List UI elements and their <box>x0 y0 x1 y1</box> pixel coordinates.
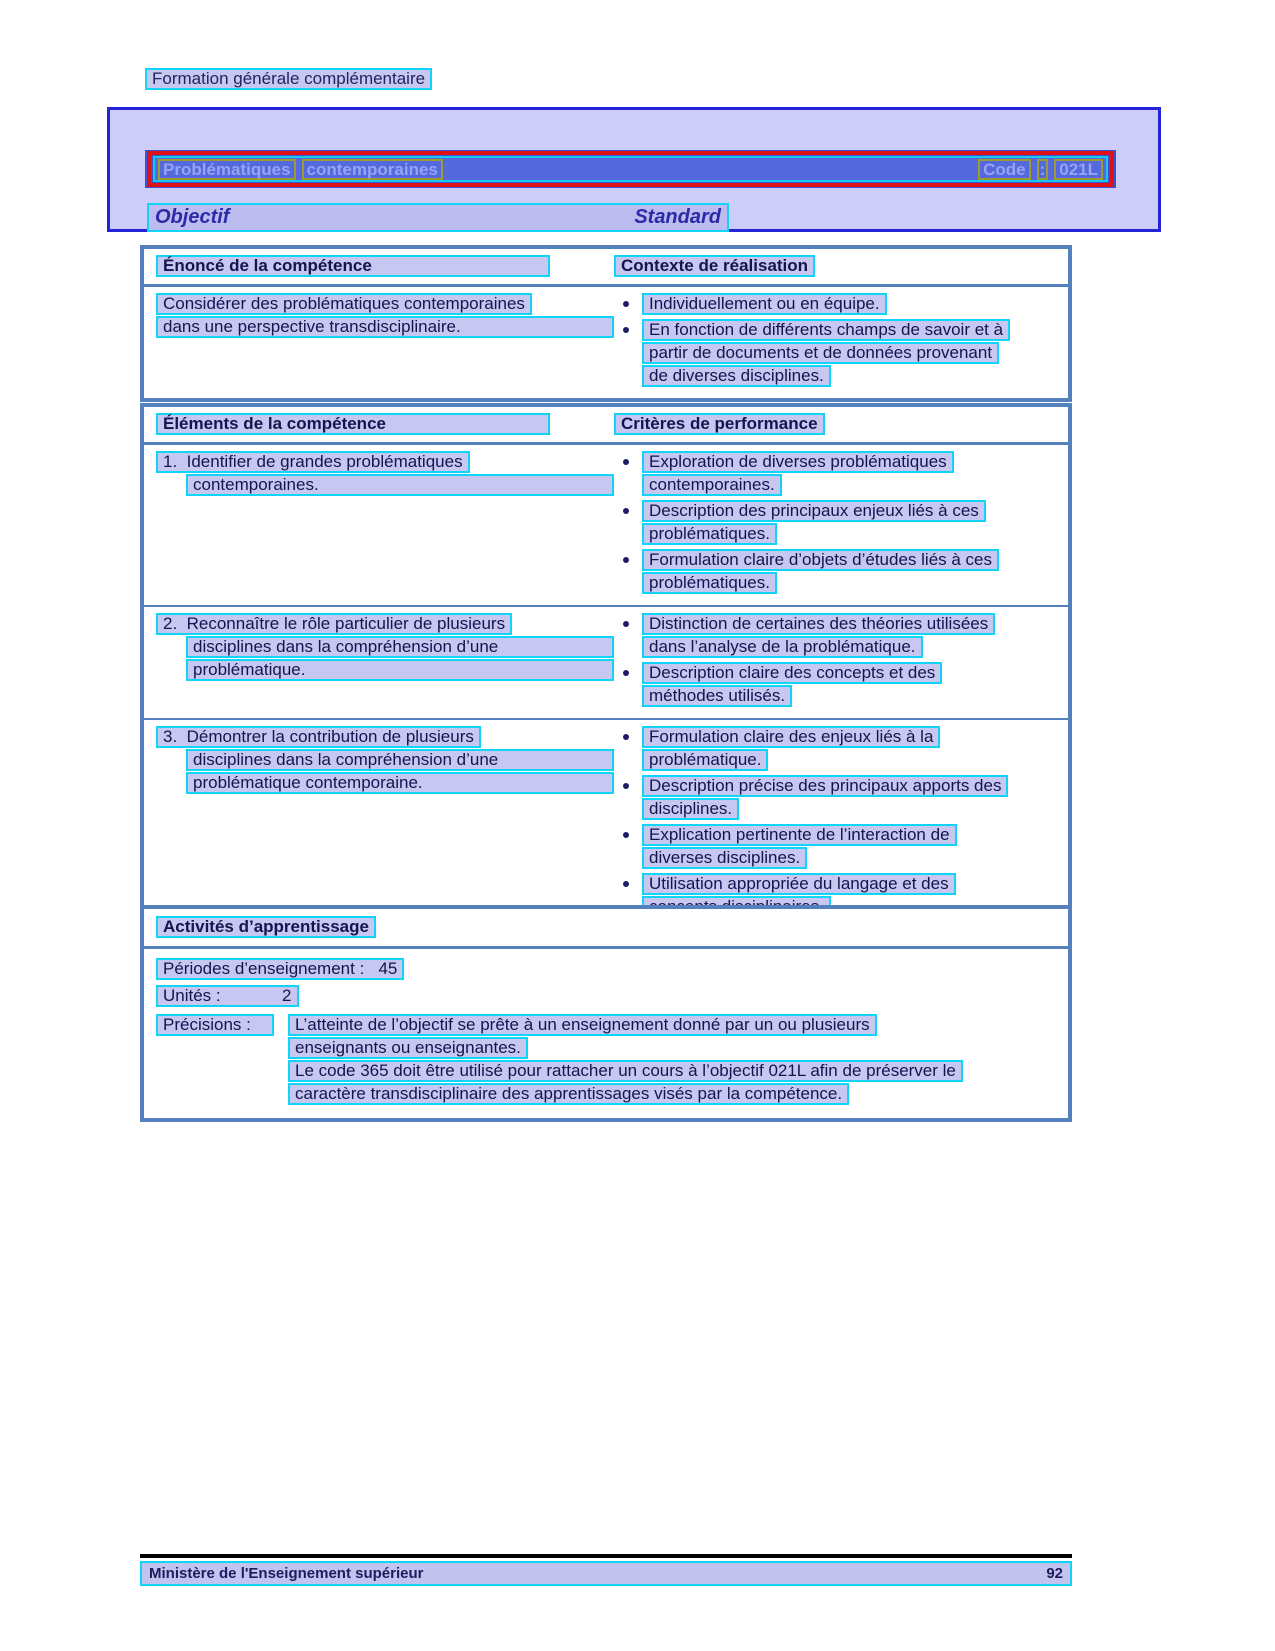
text-line: Description précise des principaux apports des <box>642 775 1008 797</box>
footer-ministry-text: Ministère de l'Enseignement supérieur <box>149 1565 424 1582</box>
text-line: Description claire des concepts et des <box>642 662 942 684</box>
table-row <box>144 445 1068 605</box>
text-line: contemporaines. <box>186 474 614 496</box>
bullet-icon <box>623 327 629 333</box>
bullet-item <box>614 500 986 546</box>
text-line: caractère transdisciplinaire des apprentissages visés par la compétence. <box>288 1083 849 1105</box>
section-label: Formation générale complémentaire <box>145 68 432 90</box>
text-line: Formulation claire des enjeux liés à la <box>642 726 940 748</box>
bullet-item <box>614 549 999 595</box>
precisions-row <box>156 1014 963 1106</box>
text-line: En fonction de différents champs de savoir et à <box>642 319 1010 341</box>
bullet-item <box>614 824 957 870</box>
title-word: contemporaines <box>302 159 443 180</box>
learning-activities-table <box>140 905 1072 1122</box>
course-code <box>978 159 1103 180</box>
standard-heading: Standard <box>634 206 721 228</box>
objectif-heading: Objectif <box>155 206 230 228</box>
precisions-label: Précisions : <box>156 1014 274 1036</box>
criteria-cell <box>614 726 1068 922</box>
header-cell-right <box>614 255 1068 278</box>
header-cell-left <box>144 255 614 278</box>
bullet-item <box>614 319 1010 388</box>
text-line: problématique. <box>642 749 768 771</box>
element-cell <box>144 726 614 922</box>
table-row <box>144 605 1068 718</box>
text-line: problématiques. <box>642 572 777 594</box>
header-box <box>107 107 1161 232</box>
text-line: dans une perspective transdisciplinaire. <box>156 316 614 338</box>
text-line: L’atteinte de l’objectif se prête à un enseignement donné par un ou plusieurs <box>288 1014 877 1036</box>
text-line: 1. Identifier de grandes problématiques <box>156 451 470 473</box>
objectif-standard-row <box>147 203 729 232</box>
bullet-icon <box>623 459 629 465</box>
title-bar <box>145 150 1116 188</box>
text-line: enseignants ou enseignantes. <box>288 1037 528 1059</box>
text-line: problématique. <box>186 659 614 681</box>
header-cell-left <box>144 413 614 436</box>
text-line: 2. Reconnaître le rôle particulier de plusieurs <box>156 613 512 635</box>
text-line: méthodes utilisés. <box>642 685 792 707</box>
text-line: Individuellement ou en équipe. <box>642 293 887 315</box>
title-red-frame <box>147 151 1114 187</box>
teaching-periods-line: Périodes d’enseignement : 45 <box>156 958 404 980</box>
text-line: disciplines dans la compréhension d’une <box>186 636 614 658</box>
course-title <box>158 159 443 180</box>
text-line: de diverses disciplines. <box>642 365 831 387</box>
bullet-icon <box>623 832 629 838</box>
column-header: Énoncé de la compétence <box>156 255 550 277</box>
code-label: Code <box>978 159 1031 180</box>
text-line: contemporaines. <box>642 474 782 496</box>
bullet-icon <box>623 881 629 887</box>
criteria-cell <box>614 613 1068 711</box>
text-line: disciplines. <box>642 798 739 820</box>
footer-line-highlight <box>140 1561 1072 1586</box>
footer-divider <box>140 1554 1072 1558</box>
text-line: 3. Démontrer la contribution de plusieurs <box>156 726 481 748</box>
text-line: Description des principaux enjeux liés à ces <box>642 500 986 522</box>
text-line: Formulation claire d’objets d’études liés à ces <box>642 549 999 571</box>
table-row <box>144 718 1068 929</box>
text-line: Considérer des problématiques contemporaines <box>156 293 532 315</box>
bullet-icon <box>623 734 629 740</box>
bullet-icon <box>623 557 629 563</box>
header-cell-right <box>614 413 1068 436</box>
element-cell <box>144 613 614 711</box>
bullet-icon <box>623 621 629 627</box>
text-line: problématique contemporaine. <box>186 772 614 794</box>
text-line: disciplines dans la compréhension d’une <box>186 749 614 771</box>
units-line: Unités : 2 <box>156 985 299 1007</box>
text-line: Exploration de diverses problématiques <box>642 451 954 473</box>
code-colon: : <box>1037 159 1049 180</box>
title-word: Problématiques <box>158 159 296 180</box>
table-row <box>144 287 1068 398</box>
text-line: Explication pertinente de l’interaction de <box>642 824 957 846</box>
page-footer <box>140 1554 1072 1586</box>
text-line: partir de documents et de données provenant <box>642 342 999 364</box>
title-line-highlight <box>153 156 1108 182</box>
bullet-item <box>614 613 995 659</box>
bullet-icon <box>623 670 629 676</box>
text-line: diverses disciplines. <box>642 847 807 869</box>
statement-cell <box>144 293 614 391</box>
bullet-icon <box>623 301 629 307</box>
bullet-item <box>614 726 940 772</box>
table-header-row <box>144 249 1068 287</box>
bullet-icon <box>623 783 629 789</box>
page-number: 92 <box>1046 1565 1063 1582</box>
competence-statement-table <box>140 245 1072 402</box>
text-line: dans l’analyse de la problématique. <box>642 636 923 658</box>
table-header-row <box>144 407 1068 445</box>
table-header-row <box>144 909 1068 949</box>
section-header: Activités d’apprentissage <box>156 916 376 938</box>
bullet-item <box>614 451 954 497</box>
text-line: Utilisation appropriée du langage et des <box>642 873 956 895</box>
text-line: Le code 365 doit être utilisé pour rattacher un cours à l’objectif 021L afin de préserver le <box>288 1060 963 1082</box>
bullet-item <box>614 775 1008 821</box>
column-header: Éléments de la compétence <box>156 413 550 435</box>
column-header: Contexte de réalisation <box>614 255 815 277</box>
bullet-item <box>614 662 942 708</box>
text-line: problématiques. <box>642 523 777 545</box>
criteria-cell <box>614 451 1068 598</box>
column-header: Critères de performance <box>614 413 825 435</box>
element-cell <box>144 451 614 598</box>
competence-elements-table <box>140 403 1072 933</box>
bullet-item <box>614 293 887 316</box>
activities-body <box>144 949 1068 1118</box>
text-line: Distinction de certaines des théories utilisées <box>642 613 995 635</box>
context-cell <box>614 293 1068 391</box>
bullet-icon <box>623 508 629 514</box>
code-value: 021L <box>1054 159 1103 180</box>
